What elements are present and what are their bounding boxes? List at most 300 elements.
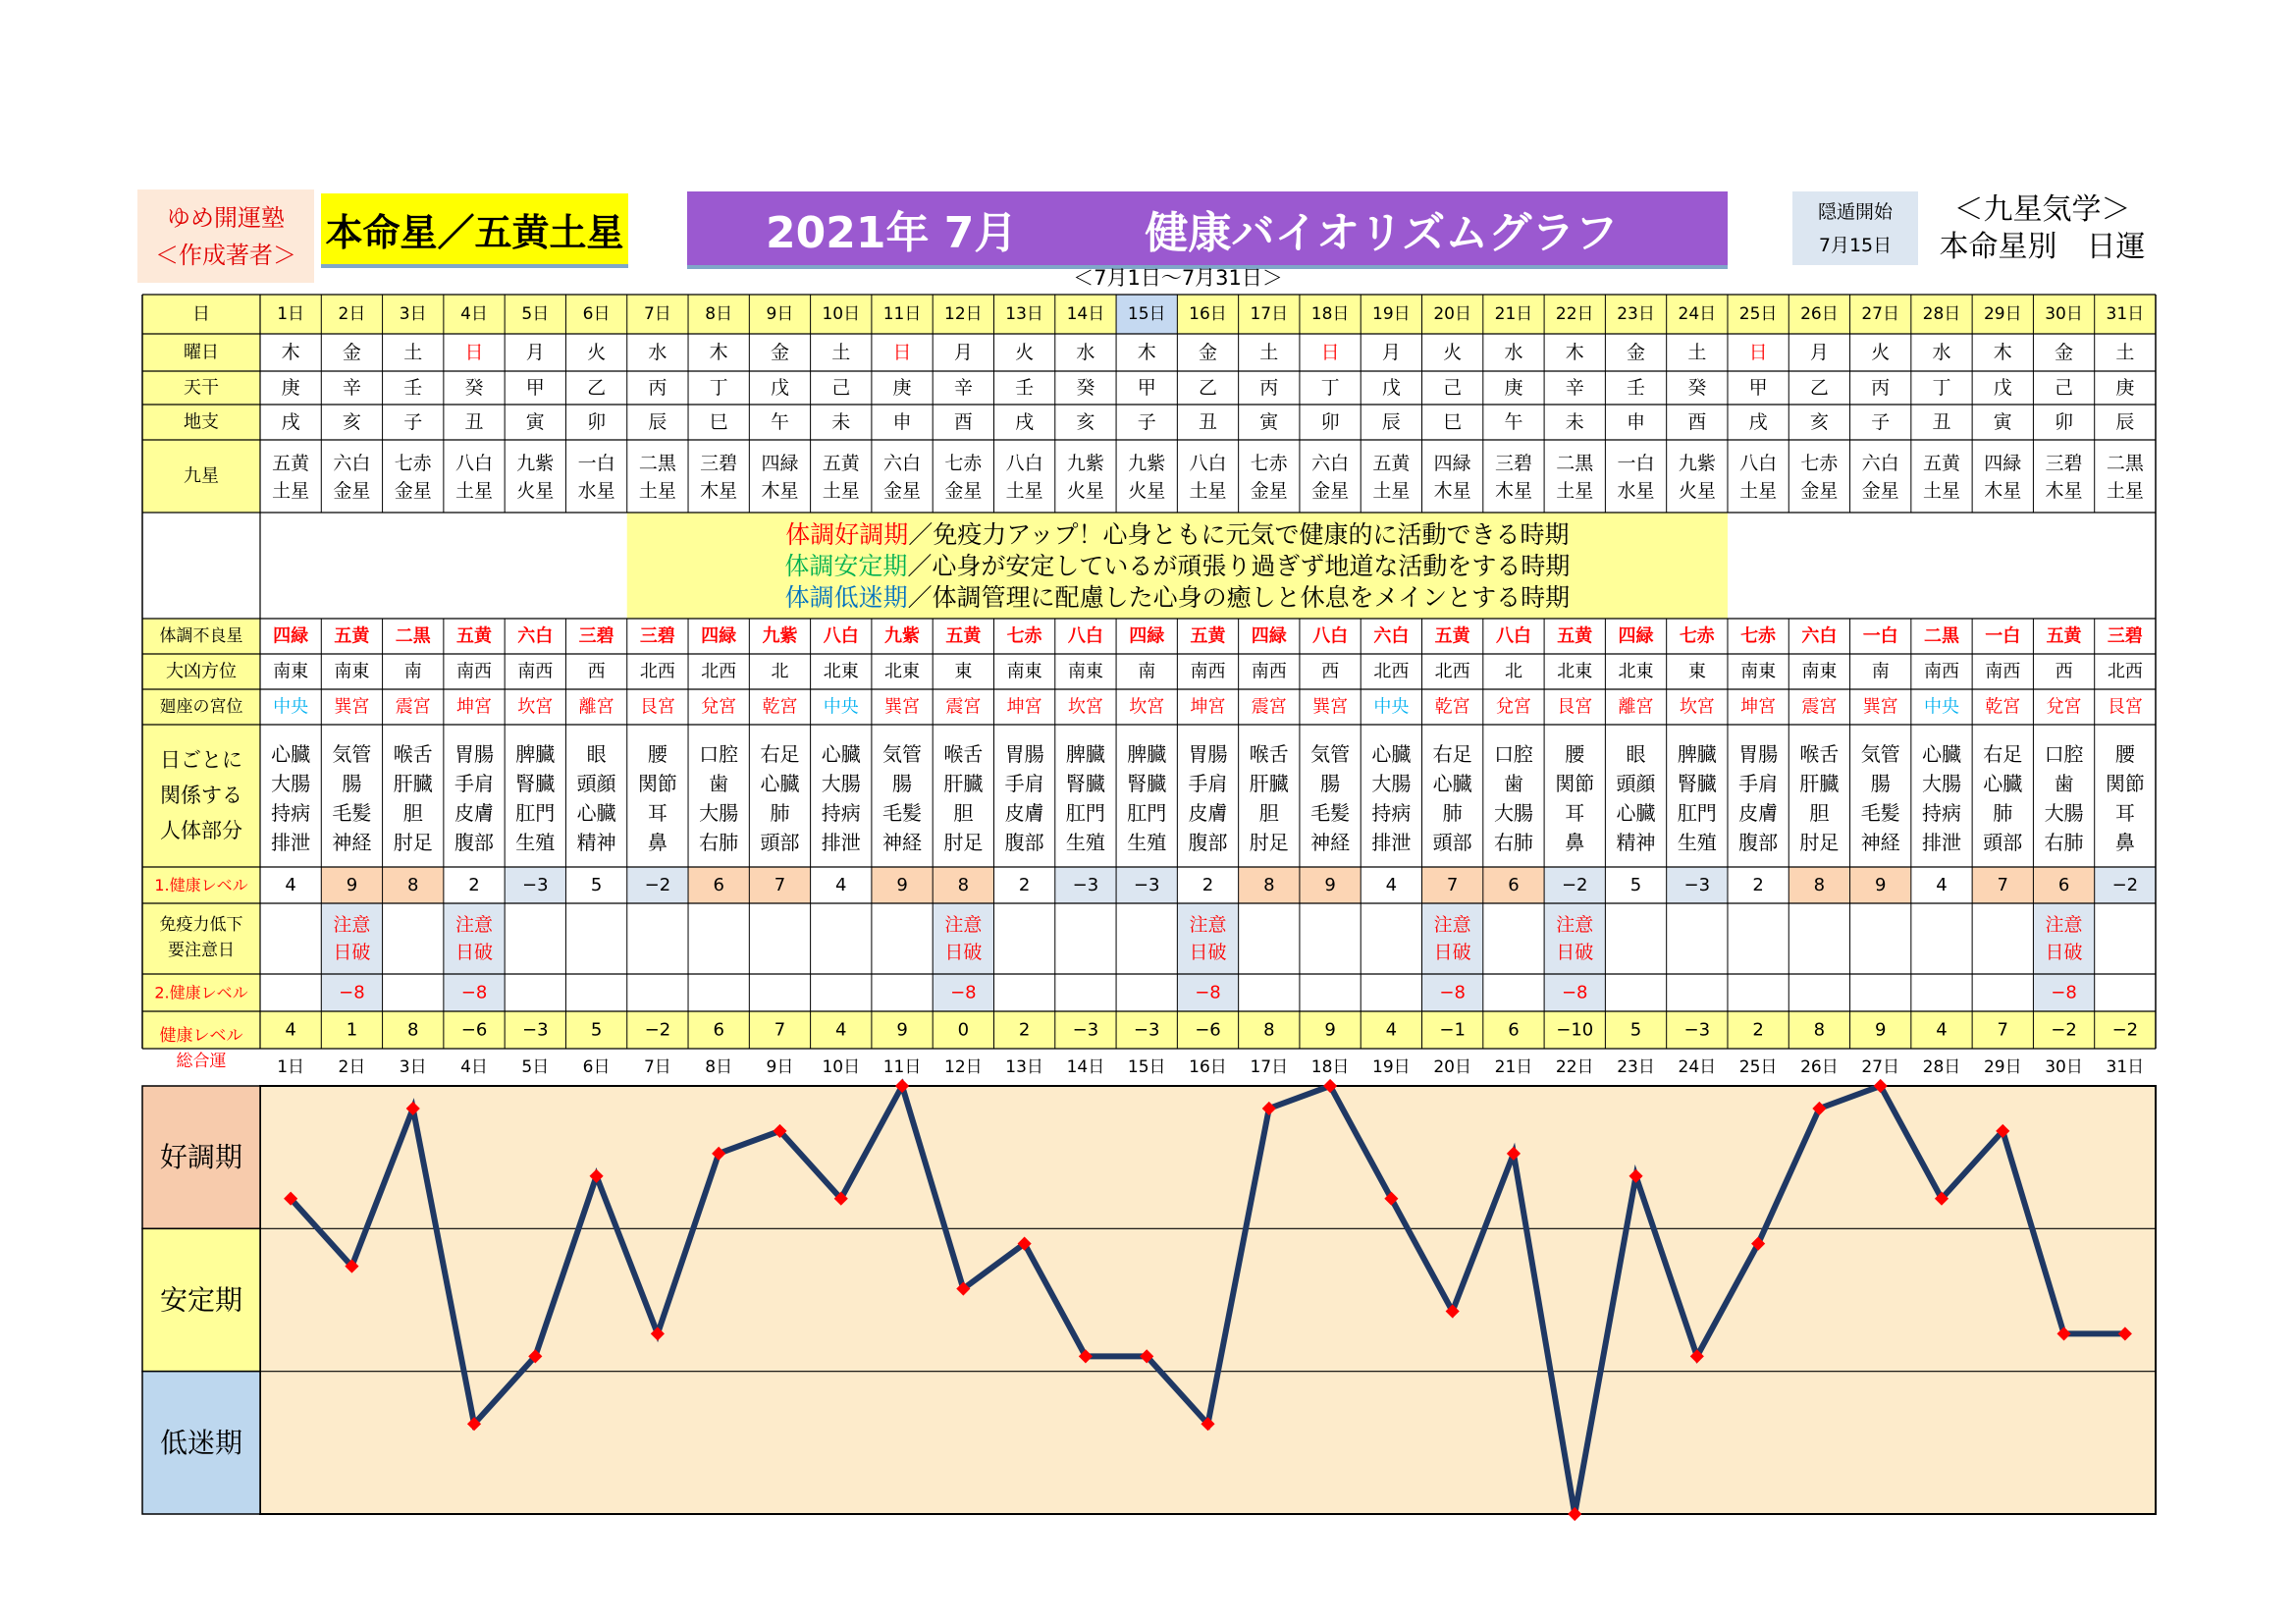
body-part-cell: 腎臓 [1065, 772, 1105, 795]
furyo-star-cell: 八白 [1312, 625, 1349, 647]
direction-cell: 南東 [334, 661, 370, 682]
weekday-cell: 火 [1871, 342, 1891, 363]
kyusei-cell: 金星 [944, 480, 983, 502]
direction-cell: 南西 [1985, 661, 2021, 682]
body-part-cell: 耳 [647, 801, 667, 825]
body-part-cell: 関節 [637, 772, 677, 795]
weekday-cell: 金 [1627, 342, 1646, 363]
palace-cell: 坎宮 [1067, 696, 1103, 718]
day-header-cell: 10日 [822, 304, 861, 324]
body-part-cell: 肺 [1442, 801, 1463, 825]
direction-cell: 南 [403, 661, 422, 682]
kyusei-title: ＜九星気学＞ [1953, 192, 2131, 227]
weekday-cell: 木 [281, 342, 300, 363]
level1-cell: −3 [1683, 875, 1711, 895]
level1-cell: 9 [896, 875, 908, 895]
body-part-cell: 皮膚 [1004, 801, 1044, 825]
body-part-cell: 手肩 [454, 772, 495, 795]
weekday-cell: 日 [892, 342, 912, 363]
direction-cell: 南東 [1740, 661, 1777, 682]
weekday-cell: 土 [1687, 342, 1707, 363]
day-footer-cell: 21日 [1494, 1057, 1533, 1077]
tenkan-cell: 庚 [892, 377, 912, 399]
level1-cell: 9 [1874, 875, 1887, 895]
total-cell: 2 [1018, 1019, 1031, 1041]
level1-cell: 7 [1446, 875, 1459, 895]
chart-plot-area [260, 1086, 2156, 1514]
furyo-star-cell: 一白 [1985, 625, 2021, 647]
day-header-cell: 25日 [1738, 304, 1778, 324]
kyusei-cell: 火星 [516, 480, 555, 502]
kyusei-cell: 土星 [2106, 480, 2144, 502]
warning-cell: 注意 [333, 914, 371, 936]
body-part-cell: 気管 [1310, 742, 1351, 766]
body-part-cell: 胆 [402, 801, 423, 825]
furyo-star-cell: 五黄 [334, 625, 370, 647]
body-part-cell: 口腔 [699, 742, 739, 766]
body-part-cell: 毛髪 [882, 801, 923, 825]
kyusei-cell: 五黄 [822, 453, 860, 474]
chishi-cell: 亥 [342, 411, 361, 433]
warning-cell: 注意 [944, 914, 983, 936]
weekday-cell: 土 [1259, 342, 1279, 363]
body-part-cell: 持病 [821, 801, 861, 825]
chishi-cell: 未 [1565, 411, 1584, 433]
body-part-cell: 頭顔 [1616, 772, 1656, 795]
body-part-cell: 肘足 [1249, 831, 1289, 854]
body-part-cell: 排泄 [821, 831, 861, 854]
body-part-cell: 肝臓 [1799, 772, 1840, 795]
weekday-cell: 水 [1932, 342, 1951, 363]
day-footer-cell: 15日 [1127, 1057, 1166, 1077]
body-part-cell: 神経 [1860, 831, 1900, 854]
day-footer-cell: 28日 [1922, 1057, 1961, 1077]
level2-cell: −8 [1561, 982, 1588, 1003]
palace-cell: 巽宮 [884, 696, 921, 718]
level1-cell: 8 [1263, 875, 1275, 895]
body-part-cell: 心臓 [821, 742, 861, 766]
total-cell: −6 [1195, 1019, 1221, 1041]
band-label: 低迷期 [159, 1426, 243, 1459]
furyo-star-cell: 二黒 [395, 625, 431, 647]
body-part-cell: 脾臓 [515, 742, 556, 766]
body-part-cell: 肝臓 [1249, 772, 1289, 795]
level1-cell: 4 [1936, 875, 1948, 895]
kyusei-cell: 九紫 [1066, 453, 1104, 474]
direction-cell: 南西 [1251, 661, 1287, 682]
body-part-cell: 肺 [1993, 801, 2013, 825]
body-part-cell: 肛門 [1677, 801, 1717, 825]
body-part-cell: 肘足 [1799, 831, 1840, 854]
kyusei-cell: 四緑 [1433, 453, 1471, 474]
body-part-cell: 肝臓 [943, 772, 984, 795]
level2-cell: −8 [460, 982, 488, 1003]
tenkan-cell: 辛 [1565, 377, 1584, 399]
kyusei-cell: 五黄 [272, 453, 310, 474]
palace-cell: 坎宮 [517, 696, 554, 718]
body-part-cell: 大腸 [2044, 801, 2084, 825]
chishi-cell: 未 [831, 411, 851, 433]
chishi-cell: 丑 [1932, 411, 1951, 433]
body-part-cell: 心臓 [760, 772, 800, 795]
level1-cell: 8 [406, 875, 419, 895]
warning-cell: 注意 [455, 914, 494, 936]
kyusei-cell: 五黄 [1922, 453, 1960, 474]
total-cell: 2 [1752, 1019, 1764, 1041]
body-part-cell: 毛髪 [332, 801, 372, 825]
weekday-cell: 月 [1381, 342, 1401, 363]
tenkan-cell: 乙 [1198, 377, 1218, 399]
body-part-cell: 肛門 [1127, 801, 1167, 825]
furyo-star-cell: 七赤 [1740, 625, 1777, 647]
kyusei-cell: 四緑 [761, 453, 799, 474]
furyo-star-cell: 四緑 [1618, 625, 1654, 647]
kyusei-cell: 三碧 [1494, 453, 1532, 474]
body-part-cell: 手肩 [1004, 772, 1044, 795]
body-part-cell: 右足 [760, 742, 800, 766]
tenkan-cell: 丁 [1320, 377, 1340, 399]
weekday-cell: 日 [464, 342, 484, 363]
total-cell: 6 [713, 1019, 724, 1041]
level1-cell: 2 [1201, 875, 1214, 895]
furyo-star-cell: 五黄 [1557, 625, 1593, 647]
body-part-cell: 排泄 [1371, 831, 1412, 854]
total-cell: 9 [896, 1019, 908, 1041]
level1-cell: 6 [2057, 875, 2070, 895]
direction-cell: 北 [1504, 661, 1522, 682]
weekday-cell: 金 [342, 342, 361, 363]
kyusei-cell: 六白 [1311, 453, 1350, 474]
warning-cell: 注意 [2045, 914, 2083, 936]
day-footer-cell: 11日 [882, 1057, 922, 1077]
furyo-star-cell: 八白 [1067, 625, 1103, 647]
chishi-cell: 午 [1504, 411, 1523, 433]
chishi-cell: 辰 [648, 411, 667, 433]
direction-cell: 北東 [884, 661, 921, 682]
direction-cell: 西 [2055, 661, 2073, 682]
body-part-cell: 生殖 [1677, 831, 1717, 854]
day-footer-cell: 8日 [705, 1057, 733, 1077]
day-header-cell: 8日 [705, 304, 733, 324]
tenkan-cell: 丙 [1871, 377, 1891, 399]
total-cell: 9 [1874, 1019, 1887, 1041]
palace-cell: 乾宮 [762, 696, 798, 718]
kyusei-cell: 八白 [455, 453, 494, 474]
day-header-cell: 13日 [1005, 304, 1043, 324]
kyusei-cell: 土星 [1739, 480, 1778, 502]
kyusei-cell: 八白 [1739, 453, 1778, 474]
body-part-cell: 心臓 [576, 801, 616, 825]
kyusei-cell: 九紫 [1128, 453, 1166, 474]
day-footer-cell: 31日 [2106, 1057, 2145, 1077]
weekday-cell: 金 [2055, 342, 2074, 363]
day-footer-cell: 17日 [1250, 1057, 1289, 1077]
total-cell: 5 [590, 1019, 603, 1041]
chishi-cell: 戌 [1015, 411, 1035, 433]
level1-cell: −3 [522, 875, 549, 895]
legend-term: 体調安定期 [784, 551, 908, 580]
kyusei-cell: 八白 [1005, 453, 1043, 474]
date-range-label: ＜7月1日～7月31日＞ [1073, 266, 1283, 290]
kyusei-cell: 九紫 [516, 453, 555, 474]
day-header-cell: 14日 [1066, 304, 1105, 324]
kyusei-cell: 一白 [577, 453, 615, 474]
palace-cell: 乾宮 [1985, 696, 2021, 718]
direction-cell: 西 [1321, 661, 1340, 682]
level1-cell: 4 [1385, 875, 1398, 895]
level1-cell: 2 [1752, 875, 1764, 895]
furyo-star-cell: 九紫 [884, 625, 921, 647]
weekday-cell: 水 [1504, 342, 1523, 363]
body-part-cell: 右足 [1432, 742, 1472, 766]
kyusei-cell: 土星 [1556, 480, 1594, 502]
level2-cell: −8 [1195, 982, 1221, 1003]
palace-cell: 中央 [1373, 696, 1410, 718]
level1-cell: −2 [644, 875, 671, 895]
day-footer-cell: 3日 [399, 1057, 427, 1077]
palace-cell: 震宮 [945, 696, 982, 718]
row-label-palace: 廻座の宮位 [159, 697, 243, 717]
chishi-cell: 卯 [1320, 411, 1340, 433]
body-part-cell: 喉舌 [1799, 742, 1840, 766]
tenkan-cell: 乙 [1809, 377, 1829, 399]
body-part-cell: 肝臓 [393, 772, 433, 795]
palace-cell: 震宮 [1801, 696, 1838, 718]
row-label-kyusei: 九星 [184, 465, 219, 487]
body-part-cell: 腸 [892, 772, 913, 795]
body-part-cell: 腸 [342, 772, 362, 795]
body-part-cell: 気管 [332, 742, 372, 766]
furyo-star-cell: 二黒 [1923, 625, 1959, 647]
body-part-cell: 肛門 [1065, 801, 1105, 825]
day-header-cell: 22日 [1555, 304, 1594, 324]
furyo-star-cell: 八白 [823, 625, 859, 647]
body-part-cell: 心臓 [1983, 772, 2023, 795]
row-label-level2: 2.健康レベル [154, 983, 248, 1002]
direction-cell: 南西 [1190, 661, 1226, 682]
onton-date: 7月15日 [1818, 234, 1893, 256]
row-label-bg [142, 903, 260, 974]
level1-cell: 8 [1813, 875, 1826, 895]
palace-cell: 兌宮 [1495, 696, 1531, 718]
chishi-cell: 巳 [1443, 411, 1463, 433]
chishi-cell: 子 [403, 411, 423, 433]
body-part-cell: 胃腸 [1004, 742, 1044, 766]
weekday-cell: 月 [953, 342, 973, 363]
total-cell: −10 [1556, 1019, 1594, 1041]
weekday-cell: 土 [2115, 342, 2135, 363]
direction-cell: 東 [954, 661, 973, 682]
day-footer-cell: 18日 [1310, 1057, 1350, 1077]
chishi-cell: 酉 [953, 411, 973, 433]
day-header-cell: 7日 [643, 304, 671, 324]
direction-cell: 西 [587, 661, 606, 682]
palace-cell: 艮宮 [2107, 696, 2143, 718]
body-part-cell: 頭部 [760, 831, 800, 854]
title-year: 2021年 7月 [766, 207, 1018, 258]
direction-cell: 北 [771, 661, 789, 682]
tenkan-cell: 庚 [1504, 377, 1523, 399]
tenkan-cell: 甲 [1137, 377, 1156, 399]
body-part-cell: 生殖 [1127, 831, 1167, 854]
day-footer-cell: 19日 [1372, 1057, 1411, 1077]
body-part-cell: 神経 [332, 831, 372, 854]
day-header-cell: 28日 [1922, 304, 1961, 324]
total-cell: 7 [1997, 1019, 2009, 1041]
tenkan-cell: 甲 [525, 377, 545, 399]
furyo-star-cell: 六白 [517, 625, 554, 647]
body-part-cell: 腹部 [1188, 831, 1228, 854]
day-header-cell: 31日 [2106, 304, 2145, 324]
palace-cell: 兌宮 [2046, 696, 2082, 718]
chishi-cell: 丑 [464, 411, 484, 433]
day-header-cell: 23日 [1617, 304, 1655, 324]
furyo-star-cell: 五黄 [945, 625, 982, 647]
kyusei-cell: 火星 [1128, 480, 1166, 502]
body-part-cell: 鼻 [2114, 831, 2135, 854]
chishi-cell: 辰 [2115, 411, 2135, 433]
palace-cell: 兌宮 [701, 696, 737, 718]
body-part-cell: 神経 [1310, 831, 1351, 854]
tenkan-cell: 辛 [342, 377, 361, 399]
kyusei-cell: 六白 [1861, 453, 1899, 474]
day-footer-cell: 2日 [338, 1057, 366, 1077]
title-main: 健康バイオリズムグラフ [1145, 207, 1619, 258]
body-part-cell: 腸 [1320, 772, 1341, 795]
tenkan-cell: 戊 [1993, 377, 2012, 399]
palace-cell: 艮宮 [639, 696, 675, 718]
furyo-star-cell: 四緑 [701, 625, 737, 647]
furyo-star-cell: 五黄 [456, 625, 493, 647]
day-header-cell: 30日 [2045, 304, 2083, 324]
palace-cell: 坎宮 [1129, 696, 1165, 718]
level1-cell: 6 [713, 875, 724, 895]
row-label-body: 人体部分 [160, 819, 242, 842]
day-header-cell: 24日 [1678, 304, 1717, 324]
body-part-cell: 腰 [647, 742, 667, 766]
total-cell: −3 [1072, 1019, 1099, 1041]
tenkan-cell: 甲 [1748, 377, 1768, 399]
body-part-cell: 生殖 [515, 831, 556, 854]
level1-cell: 5 [590, 875, 603, 895]
total-cell: 4 [285, 1019, 296, 1041]
day-footer-cell: 24日 [1678, 1057, 1717, 1077]
body-part-cell: 腹部 [454, 831, 495, 854]
day-footer-cell: 5日 [521, 1057, 550, 1077]
body-part-cell: 口腔 [1493, 742, 1533, 766]
body-part-cell: 関節 [2105, 772, 2145, 795]
body-part-cell: 鼻 [1565, 831, 1585, 854]
total-cell: −3 [1133, 1019, 1160, 1041]
palace-cell: 中央 [273, 696, 309, 718]
kyusei-cell: 金星 [883, 480, 922, 502]
total-cell: −2 [644, 1019, 671, 1041]
body-part-cell: 右肺 [1493, 831, 1533, 854]
day-footer-cell: 25日 [1738, 1057, 1778, 1077]
level2-cell: −8 [2051, 982, 2077, 1003]
kyusei-cell: 水星 [1617, 480, 1655, 502]
legend-line [785, 520, 1569, 549]
day-footer-cell: 26日 [1800, 1057, 1839, 1077]
warning-cell: 日破 [944, 942, 983, 963]
palace-cell: 離宮 [578, 696, 614, 718]
row-label-body: 日ごとに [160, 748, 242, 772]
warning-cell: 日破 [333, 942, 371, 963]
day-header-cell: 26日 [1800, 304, 1839, 324]
furyo-star-cell: 一白 [1862, 625, 1898, 647]
kyusei-cell: 木星 [1494, 480, 1532, 502]
row-label-furyo: 体調不良星 [159, 626, 243, 646]
warning-cell: 日破 [2045, 942, 2083, 963]
body-part-cell: 耳 [1565, 801, 1585, 825]
level1-cell: 7 [1997, 875, 2009, 895]
weekday-cell: 日 [1748, 342, 1768, 363]
body-part-cell: 脾臓 [1065, 742, 1105, 766]
weekday-cell: 水 [1076, 342, 1095, 363]
body-part-cell: 毛髪 [1860, 801, 1900, 825]
day-footer-cell: 23日 [1617, 1057, 1655, 1077]
kyusei-cell: 六白 [333, 453, 371, 474]
kyusei-cell: 二黒 [1556, 453, 1594, 474]
day-header-cell: 29日 [1983, 304, 2022, 324]
row-label-immune: 免疫力低下 [159, 915, 243, 935]
weekday-cell: 木 [1993, 342, 2012, 363]
body-part-cell: 手肩 [1188, 772, 1228, 795]
warning-cell: 注意 [1189, 914, 1227, 936]
body-part-cell: 気管 [1860, 742, 1900, 766]
body-part-cell: 腹部 [1004, 831, 1044, 854]
day-header-cell: 20日 [1433, 304, 1471, 324]
kyusei-cell: 金星 [1250, 480, 1288, 502]
chishi-cell: 戌 [281, 411, 300, 433]
direction-cell: 北西 [1373, 661, 1410, 682]
body-part-cell: 胃腸 [1738, 742, 1779, 766]
day-header-cell: 27日 [1861, 304, 1900, 324]
body-part-cell: 眼 [1626, 742, 1646, 766]
total-cell: 0 [957, 1019, 970, 1041]
body-part-cell: 胃腸 [1188, 742, 1228, 766]
kyusei-cell: 土星 [1189, 480, 1227, 502]
weekday-cell: 木 [709, 342, 728, 363]
kyusei-cell: 二黒 [638, 453, 676, 474]
total-cell: 8 [1813, 1019, 1826, 1041]
total-cell: −1 [1439, 1019, 1466, 1041]
direction-cell: 北西 [701, 661, 737, 682]
body-part-cell: 気管 [882, 742, 923, 766]
legend-line [785, 583, 1571, 612]
body-part-cell: 腎臓 [1127, 772, 1167, 795]
onton-label: 隠遁開始 [1817, 200, 1893, 223]
total-cell: 8 [1263, 1019, 1275, 1041]
day-header-cell: 5日 [521, 304, 550, 324]
weekday-cell: 月 [525, 342, 545, 363]
total-cell: −2 [2051, 1019, 2077, 1041]
kyusei-cell: 土星 [1372, 480, 1411, 502]
body-part-cell: 皮膚 [1738, 801, 1779, 825]
body-part-cell: 皮膚 [454, 801, 495, 825]
direction-cell: 東 [1687, 661, 1706, 682]
direction-cell: 南東 [1801, 661, 1838, 682]
band-label: 安定期 [159, 1283, 243, 1317]
body-part-cell: 手肩 [1738, 772, 1779, 795]
total-cell: −3 [1683, 1019, 1711, 1041]
kyusei-cell: 六白 [883, 453, 922, 474]
level1-cell: −3 [1133, 875, 1160, 895]
day-header-cell: 1日 [277, 304, 305, 324]
body-part-cell: 関節 [1555, 772, 1595, 795]
kyusei-cell: 木星 [761, 480, 799, 502]
day-header-cell: 4日 [460, 304, 488, 324]
